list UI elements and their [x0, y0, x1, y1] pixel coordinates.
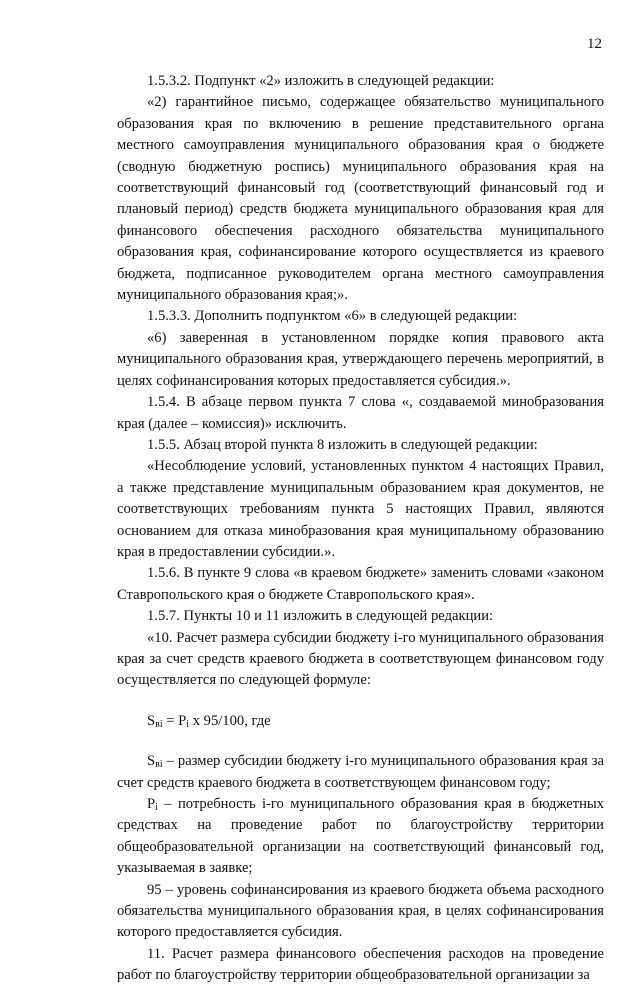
definition-p-symbol: P	[147, 796, 156, 812]
paragraph-1-5-5: 1.5.5. Абзац второй пункта 8 изложить в следующей редакции:	[147, 436, 538, 453]
definition-s-subscript: ві	[155, 759, 163, 771]
definition-s-text: – размер субсидии бюджету i-го муниципального образования края за счет средств краевого бюджета в соответствующем финансовом году;	[117, 753, 604, 791]
paragraph-guarantee-letter: «2) гарантийное письмо, содержащее обязательство муниципального образования края по включению в решение представительного органа местного самоуправления муниципального образования края о бюджете (сводную бюджетную роспись) муниципального образования края на соответствующий финансовый год (соответствующий финансовый год и плановый период) средств бюджета муниципального образования края для финансового обеспечения расходного обязательства муниципального образования края, софинансирование которого осуществляется из краевого бюджета, подписанное руководителем органа местного самоуправления муниципального образования края;».	[117, 94, 604, 304]
paragraph-item-10: «10. Расчет размера субсидии бюджету i-го муниципального образования края за счет средств краевого бюджета в соответствующем финансовом году осуществляется по следующей формуле:	[117, 629, 604, 689]
formula-eq: = P	[162, 712, 187, 729]
formula-s-subscript: ві	[155, 718, 163, 730]
definition-p-subscript: i	[155, 802, 158, 813]
formula-rest: x 95/100, где	[189, 712, 271, 729]
paragraph-1-5-4: 1.5.4. В абзаце первом пункта 7 слова «, создаваемой минобразования края (далее – комиссия)» исключить.	[117, 394, 604, 432]
definition-s	[117, 751, 604, 794]
page-number: 12	[587, 36, 602, 52]
paragraph-1-5-7: 1.5.7. Пункты 10 и 11 изложить в следующей редакции:	[147, 608, 494, 625]
paragraph-item-11: 11. Расчет размера финансового обеспечения расходов на проведение работ по благоустройству территории общеобразовательной организации за	[117, 945, 604, 984]
paragraph-1-5-3-2: 1.5.3.2. Подпункт «2» изложить в следующей редакции:	[147, 73, 495, 89]
definition-p-text: – потребность i-го муниципального образования края в бюджетных средствах на проведение работ по благоустройству территории общеобразовательной организации на соответствующий финансовый год, указываемая в заявке;	[117, 796, 604, 877]
definition-s-symbol: S	[147, 753, 156, 770]
paragraph-1-5-3-3: 1.5.3.3. Дополнить подпунктом «6» в следующей редакции:	[147, 308, 518, 325]
definition-95: 95 – уровень софинансирования из краевого бюджета объема расходного обязательства муниципального образования края, в целях софинансирования которого предоставляется субсидия.	[117, 881, 604, 941]
formula-s: S	[147, 712, 156, 729]
document-body	[117, 71, 604, 987]
formula	[147, 711, 604, 732]
definition-p	[117, 794, 604, 880]
paragraph-1-5-6: 1.5.6. В пункте 9 слова «в краевом бюджете» заменить словами «законом Ставропольского края о бюджете Ставропольского края».	[117, 565, 604, 603]
paragraph-certified-copy: «6) заверенная в установленном порядке копия правового акта муниципального образования края, утверждающего перечень мероприятий, в целях софинансирования которых предоставляется субсидия.».	[117, 329, 604, 389]
paragraph-non-compliance: «Несоблюдение условий, установленных пунктом 4 настоящих Правил, а также представление муниципальным образованием края документов, не соответствующих требованиям пункта 5 настоящих Правил, являются основанием для отказа минобразования края муниципальному образованию края в предоставлении субсидии.».	[117, 458, 604, 560]
formula-p-subscript: i	[186, 718, 190, 730]
